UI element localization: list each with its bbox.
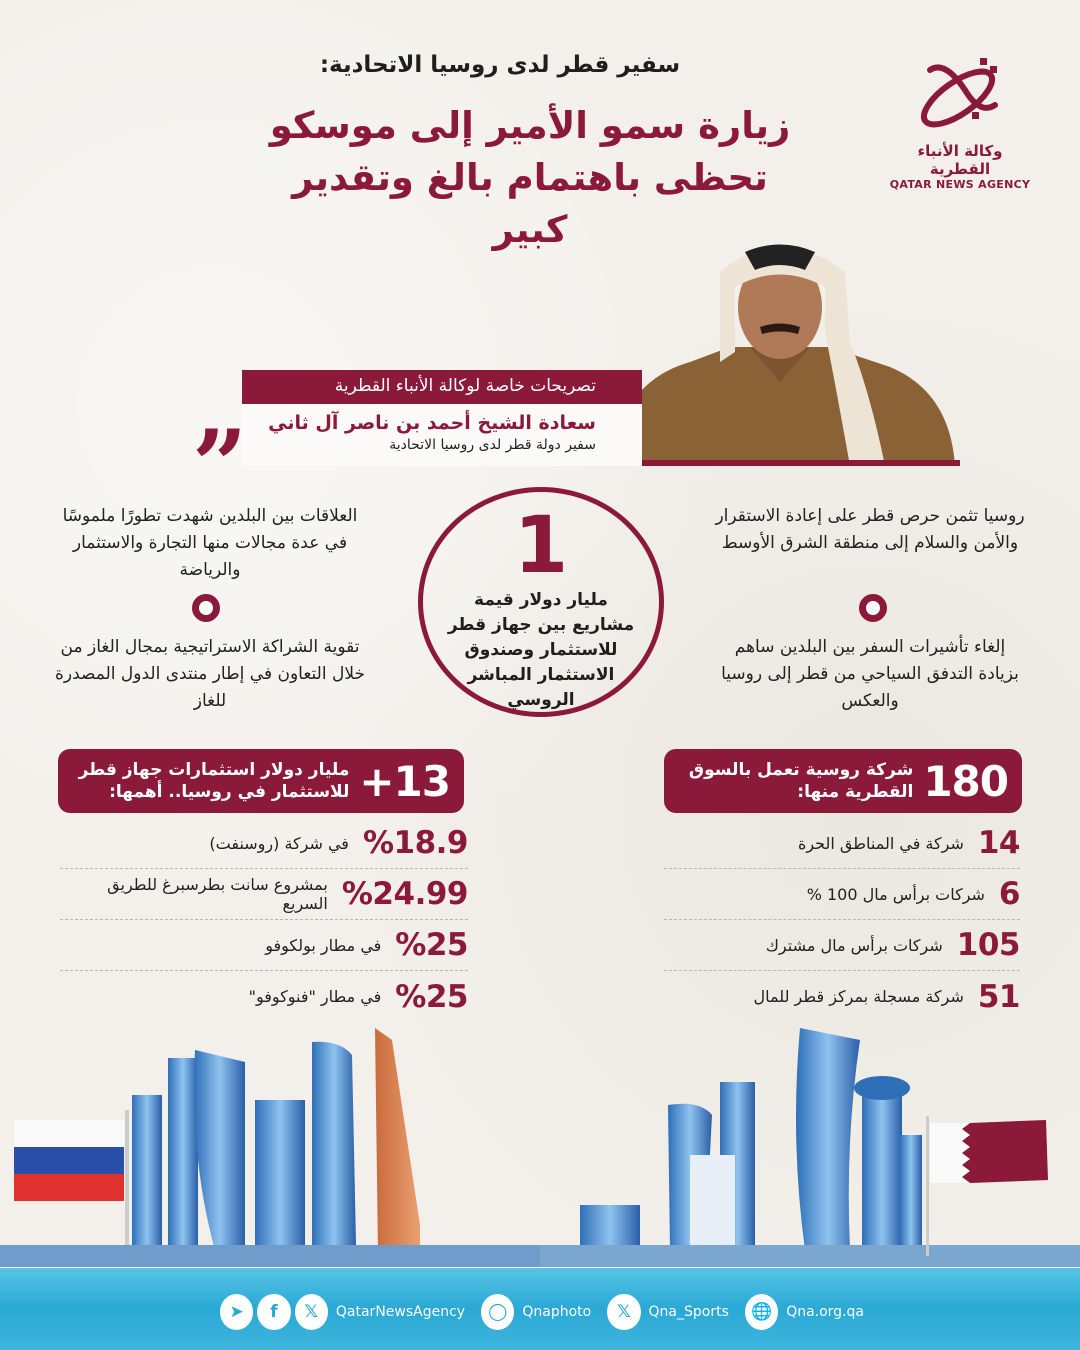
companies-total: 180 <box>923 756 1008 806</box>
company-value: 105 <box>956 927 1020 963</box>
subtitle: سفير قطر لدى روسيا الاتحادية: <box>319 52 681 78</box>
logo-name-en: QATAR NEWS AGENCY <box>889 178 1031 191</box>
statement-left-1: العلاقات بين البلدين شهدت تطورًا ملموسًا في عدة مجالات منها التجارة والاستثمار والرياضة <box>62 506 358 580</box>
company-value: 51 <box>977 978 1020 1015</box>
investment-value: %24.99 <box>341 876 468 912</box>
globe-icon[interactable]: 🌐 <box>745 1294 778 1330</box>
x-icon[interactable]: 𝕏 <box>295 1294 328 1330</box>
investments-caption <box>79 759 350 803</box>
qna-logo <box>885 50 1035 191</box>
investment-row <box>60 920 468 971</box>
investment-value: %25 <box>395 927 468 963</box>
company-label: شركة في المناطق الحرة <box>797 833 964 853</box>
companies-caption-line-1: شركة روسية تعمل بالسوق <box>688 760 914 780</box>
investment-value: %25 <box>395 978 468 1015</box>
investment-label: في شركة (روسنفت) <box>209 833 349 853</box>
company-label: شركة مسجلة بمركز قطر للمال <box>753 987 964 1006</box>
investments-list <box>60 818 468 1022</box>
company-row <box>664 971 1020 1022</box>
qna-emblem-icon <box>910 50 1010 140</box>
russia-flag <box>14 1110 129 1245</box>
company-row <box>664 869 1020 920</box>
company-row <box>664 920 1020 971</box>
investment-label: في مطار "فنوكوفو" <box>248 987 382 1006</box>
ambassador-role: سفير دولة قطر لدى روسيا الاتحادية <box>389 437 596 453</box>
bullet-ring-icon <box>859 594 887 622</box>
social-link-qna-sports[interactable]: Qna_Sports <box>648 1304 729 1320</box>
investment-label: بمشروع سانت بطرسبرغ للطريق السريع <box>107 875 328 913</box>
investments-caption-line-1: مليار دولار استثمارات جهاز قطر <box>78 760 350 780</box>
ambassador-portrait <box>600 232 960 466</box>
investment-row <box>60 971 468 1022</box>
center-stat-circle <box>418 487 664 717</box>
social-footer <box>220 1294 880 1330</box>
social-link-qatarnewsagency[interactable]: QatarNewsAgency <box>335 1304 466 1320</box>
ambassador-card <box>242 404 642 466</box>
title-line-2: تحظى باهتمام بالغ وتقدير كبير <box>292 156 768 251</box>
qatar-flag <box>926 1116 1048 1256</box>
card-heading: تصريحات خاصة لوكالة الأنباء القطرية <box>242 370 642 404</box>
companies-caption <box>689 759 913 803</box>
website-link[interactable]: Qna.org.qa <box>786 1304 864 1320</box>
telegram-icon[interactable]: ➤ <box>220 1294 253 1330</box>
company-label: شركات برأس مال 100 % <box>806 884 985 904</box>
x-icon[interactable]: 𝕏 <box>607 1294 640 1330</box>
logo-name-ar: وكالة الأنباء القطرية <box>917 142 1003 178</box>
statement-left-2: تقوية الشراكة الاستراتيجية بمجال الغاز من خلال التعاون في إطار منتدى الدول المصدرة للغاز <box>55 637 365 711</box>
investment-label: في مطار بولكوفو <box>265 935 382 955</box>
company-label: شركات برأس مال مشترك <box>765 935 943 955</box>
center-stat-number: 1 <box>513 501 569 591</box>
statement-right-1: روسيا تثمن حرص قطر على إعادة الاستقرار والأمن والسلام إلى منطقة الشرق الأوسط <box>715 506 1025 553</box>
companies-banner <box>664 749 1022 813</box>
company-value: 6 <box>998 876 1020 912</box>
ambassador-name: سعادة الشيخ أحمد بن ناصر آل ثاني <box>268 412 596 434</box>
investment-value: %18.9 <box>362 825 468 861</box>
company-row <box>664 818 1020 869</box>
quote-icon: ” <box>192 409 248 522</box>
title-line-1: زيارة سمو الأمير إلى موسكو <box>269 104 791 147</box>
bullet-ring-icon <box>192 594 220 622</box>
companies-caption-line-2: القطرية منها: <box>797 782 914 802</box>
company-value: 14 <box>977 825 1020 861</box>
instagram-icon[interactable]: ◯ <box>481 1294 514 1330</box>
investments-total: +13 <box>359 756 450 806</box>
center-stat-text: مليار دولار قيمة مشاريع بين جهاز قطر للاستثمار وصندوق الاستثمار المباشر الروسي <box>447 590 635 710</box>
social-link-qnaphoto[interactable]: Qnaphoto <box>522 1304 592 1320</box>
facebook-icon[interactable]: f <box>257 1294 290 1330</box>
skyline-illustration <box>0 1020 1080 1282</box>
statement-right-2: إلغاء تأشيرات السفر بين البلدين ساهم بزيادة التدفق السياحي من قطر إلى روسيا والعكس <box>721 637 1019 711</box>
investments-caption-line-2: للاستثمار في روسيا.. أهمها: <box>109 782 350 802</box>
investment-row <box>60 818 468 869</box>
investment-row <box>60 869 468 920</box>
companies-list <box>664 818 1020 1022</box>
investments-banner <box>58 749 464 813</box>
